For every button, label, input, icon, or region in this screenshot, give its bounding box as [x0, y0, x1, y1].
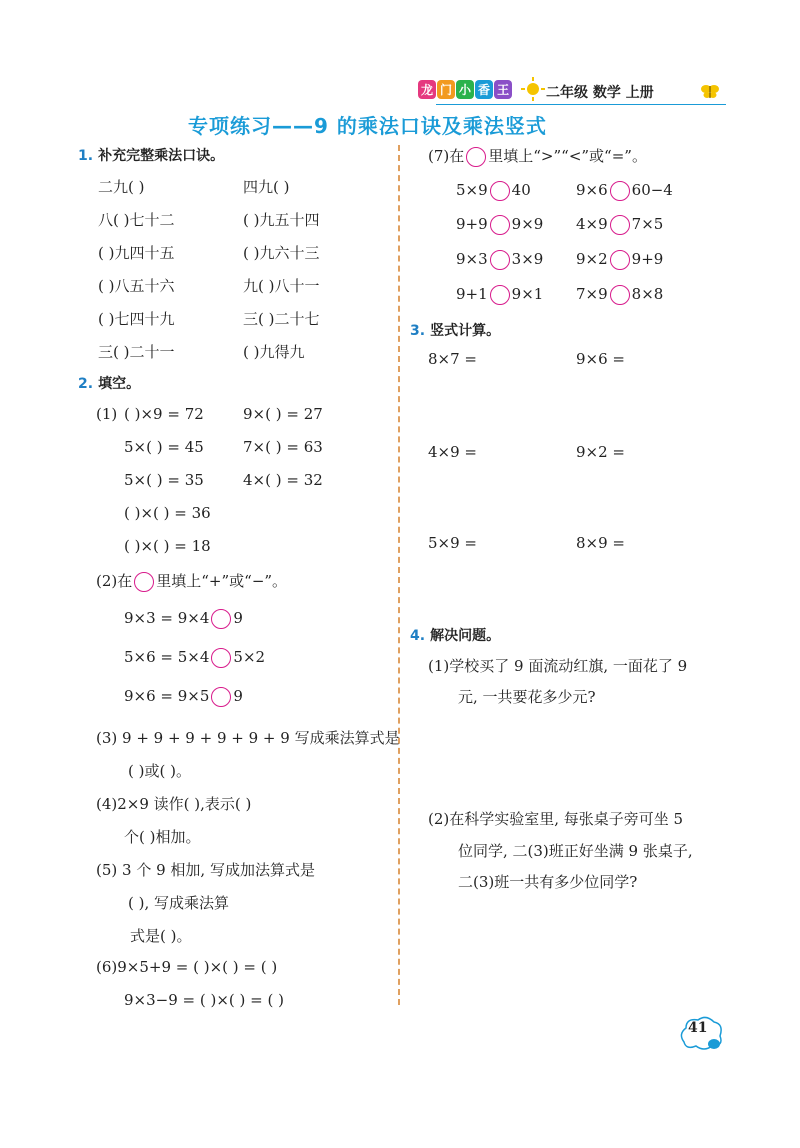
page-number: 41 — [688, 1020, 708, 1036]
s1-row-5-right: 三( )二十七 — [243, 310, 320, 328]
sun-icon — [520, 76, 546, 102]
q1-row-5: ( )×( ) = 18 — [124, 537, 211, 555]
q7-row-1-right — [576, 181, 673, 201]
q2-row — [124, 648, 265, 668]
q7-expr: 9×2 — [576, 250, 608, 268]
q5-line-2: ( ), 写成乘法算 — [128, 894, 230, 912]
q7-expr: 9+1 — [456, 285, 488, 303]
s1-row-5-left: ( )七四十九 — [98, 310, 175, 328]
section-1-heading — [78, 145, 224, 165]
q6-line-2: 9×3−9 = ( )×( ) = ( ) — [124, 991, 284, 1009]
q1-row-3-right: 4×( ) = 32 — [243, 471, 323, 489]
answer-circle[interactable] — [490, 250, 510, 270]
q2-left: 5×6 = 5×4 — [124, 648, 210, 666]
q7-row-4-right — [576, 285, 663, 305]
q5-line-1: (5) 3 个 9 相加, 写成加法算式是 — [96, 861, 315, 879]
answer-circle[interactable] — [490, 181, 510, 201]
answer-circle[interactable] — [211, 609, 231, 629]
q5-line-3: 式是( )。 — [130, 927, 192, 945]
s1-row-1-right: 四九( ) — [243, 178, 290, 196]
section-title: 解决问题。 — [430, 628, 501, 644]
brand-char: 香 — [475, 80, 493, 99]
answer-circle[interactable] — [610, 285, 630, 305]
q1-row-2-left: 5×( ) = 45 — [124, 438, 204, 456]
column-divider — [398, 145, 400, 1005]
answer-circle[interactable] — [610, 250, 630, 270]
section-number: 2. — [78, 376, 94, 392]
s1-row-2-right: ( )九五十四 — [243, 211, 320, 229]
butterfly-icon — [700, 82, 720, 100]
calc-item: 8×9 = — [576, 534, 625, 552]
section-title: 补充完整乘法口诀。 — [98, 148, 225, 164]
s1-row-6-left: 三( )二十一 — [98, 343, 175, 361]
answer-circle[interactable] — [490, 285, 510, 305]
page-title: 专项练习——9 的乘法口诀及乘法竖式 — [188, 114, 547, 138]
answer-circle — [466, 147, 486, 167]
s1-row-4-left: ( )八五十六 — [98, 277, 175, 295]
q7-prompt — [428, 145, 647, 167]
brand-logo — [418, 80, 513, 99]
brand-char: 龙 — [418, 80, 436, 99]
answer-circle[interactable] — [610, 215, 630, 235]
grade-info: 二年级 数学 上册 — [546, 85, 654, 101]
q2-right: 9 — [233, 609, 243, 627]
q2-prompt-pre: (2)在 — [96, 572, 133, 590]
section-3-heading — [410, 320, 500, 340]
q2-row — [124, 687, 243, 707]
q7-expr: 8×8 — [631, 285, 664, 303]
q7-expr: 9×3 — [456, 250, 488, 268]
q1-row-2-right: 7×( ) = 63 — [243, 438, 323, 456]
q3-line-2: ( )或( )。 — [128, 762, 191, 780]
problem-2-line-3: 二(3)班一共有多少位同学? — [458, 873, 638, 891]
q2-right: 9 — [233, 687, 243, 705]
q7-row-1-left — [456, 181, 531, 201]
answer-circle[interactable] — [211, 687, 231, 707]
answer-circle[interactable] — [490, 215, 510, 235]
q7-expr: 3×9 — [511, 250, 544, 268]
q7-prompt-post: 里填上“>”“<”或“=”。 — [488, 147, 647, 165]
problem-1-line-1: (1)学校买了 9 面流动红旗, 一面花了 9 — [428, 657, 688, 675]
q4-line-2: 个( )相加。 — [124, 828, 201, 846]
q1-label: (1) — [96, 405, 118, 423]
q6-line-1: (6)9×5+9 = ( )×( ) = ( ) — [96, 958, 278, 976]
q7-expr: 9×1 — [511, 285, 544, 303]
q7-row-3-left — [456, 250, 543, 270]
q2-prompt — [96, 570, 287, 592]
section-title: 竖式计算。 — [430, 323, 501, 339]
q2-right: 5×2 — [233, 648, 266, 666]
section-4-heading — [410, 625, 500, 645]
q7-row-4-left — [456, 285, 543, 305]
q2-left: 9×3 = 9×4 — [124, 609, 210, 627]
section-number: 4. — [410, 628, 426, 644]
answer-circle[interactable] — [211, 648, 231, 668]
q7-expr: 9+9 — [456, 215, 488, 233]
q2-row — [124, 609, 243, 629]
s1-row-3-right: ( )九六十三 — [243, 244, 320, 262]
brand-char: 小 — [456, 80, 474, 99]
s1-row-6-right: ( )九得九 — [243, 343, 305, 361]
header-rule — [436, 104, 726, 105]
q7-expr: 9+9 — [631, 250, 664, 268]
calc-item: 5×9 = — [428, 534, 477, 552]
calc-item: 9×6 = — [576, 350, 625, 368]
q7-expr: 9×6 — [576, 181, 608, 199]
s1-row-1-left: 二九( ) — [98, 178, 145, 196]
calc-item: 9×2 = — [576, 443, 625, 461]
q7-expr: 4×9 — [576, 215, 608, 233]
q7-expr: 9×9 — [511, 215, 544, 233]
q7-expr: 7×5 — [631, 215, 664, 233]
problem-2-line-2: 位同学, 二(3)班正好坐满 9 张桌子, — [458, 842, 693, 860]
s1-row-4-right: 九( )八十一 — [243, 277, 320, 295]
q7-row-3-right — [576, 250, 663, 270]
section-number: 3. — [410, 323, 426, 339]
brand-char: 门 — [437, 80, 455, 99]
q1-row-1-right: 9×( ) = 27 — [243, 405, 323, 423]
answer-circle — [134, 572, 154, 592]
calc-item: 8×7 = — [428, 350, 477, 368]
q7-row-2-left — [456, 215, 543, 235]
q2-prompt-post: 里填上“+”或“−”。 — [156, 572, 288, 590]
problem-2-line-1: (2)在科学实验室里, 每张桌子旁可坐 5 — [428, 810, 684, 828]
section-number: 1. — [78, 148, 94, 164]
q7-expr: 40 — [511, 181, 531, 199]
q4-line-1: (4)2×9 读作( ),表示( ) — [96, 795, 252, 813]
q7-expr: 5×9 — [456, 181, 488, 199]
answer-circle[interactable] — [610, 181, 630, 201]
q3-line-1: (3) 9 + 9 + 9 + 9 + 9 + 9 写成乘法算式是 — [96, 729, 400, 747]
q7-expr: 60−4 — [631, 181, 673, 199]
brand-char: 王 — [494, 80, 512, 99]
section-2-heading — [78, 373, 140, 393]
section-title: 填空。 — [98, 376, 141, 392]
q1-row-3-left: 5×( ) = 35 — [124, 471, 204, 489]
s1-row-2-left: 八( )七十二 — [98, 211, 175, 229]
calc-item: 4×9 = — [428, 443, 477, 461]
q7-row-2-right — [576, 215, 663, 235]
q2-left: 9×6 = 9×5 — [124, 687, 210, 705]
q1-row-4: ( )×( ) = 36 — [124, 504, 211, 522]
problem-1-line-2: 元, 一共要花多少元? — [458, 688, 596, 706]
q1-row-1-left: ( )×9 = 72 — [124, 405, 204, 423]
s1-row-3-left: ( )九四十五 — [98, 244, 175, 262]
q7-expr: 7×9 — [576, 285, 608, 303]
q7-prompt-pre: (7)在 — [428, 147, 465, 165]
